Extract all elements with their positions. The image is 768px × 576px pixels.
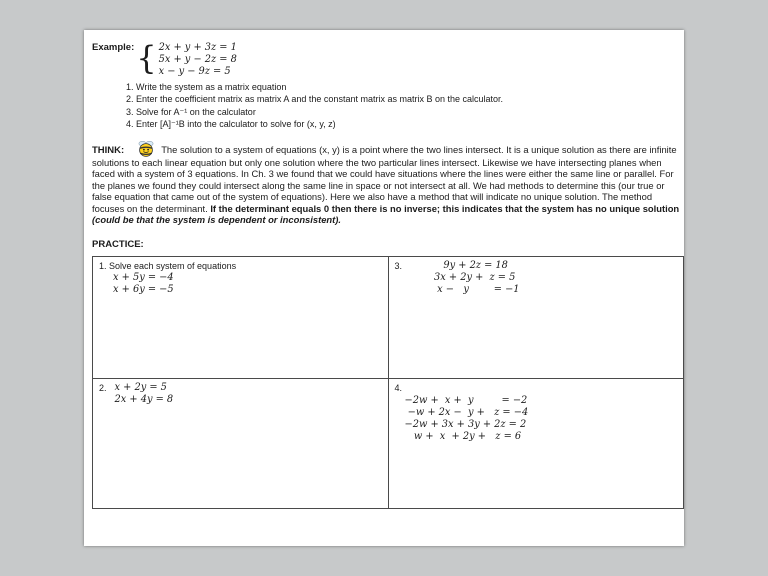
problem-3-block [395, 260, 678, 296]
equation: x + 5y = −4 [113, 271, 174, 283]
example-equation: 2x + y + 3z = 1 [158, 42, 237, 53]
problem-2-cell [93, 378, 389, 508]
example-block [92, 39, 676, 78]
equation: x − y = −1 [434, 283, 520, 295]
problem-2-block [99, 382, 382, 406]
think-paragraph [92, 140, 682, 226]
think-text: The solution to a system of equations (x, y) is a point where the two lines intersect. It is a unique solution as there are infinite solutions to each linear equation but only one solution where the two particular lines intersect. Likewise we have intersecting planes when faced with a system of 3 equations. In Ch. 3 we found that we could have situations where the lines were either the same line or parallel. For the planes we found they could intersect along the same line in space or not intersect at all. We had methods to determine this (our true or false equation that came out of the system of equations). Here we also have a method that will indicate no unique solution. The method focuses on the determinant. [92, 143, 677, 214]
problem-1-title: 1. Solve each system of equations [99, 260, 237, 271]
think-italic-text: (could be that the system is dependent or inconsistent). [92, 214, 341, 226]
example-system [159, 42, 237, 78]
problem-1-cell [93, 256, 389, 378]
bee-icon [136, 140, 156, 157]
problem-3-cell [388, 256, 684, 378]
problem-4-equations [405, 395, 678, 443]
step-item: 4. Enter [A]⁻¹B into the calculator to solve for (x, y, z) [136, 118, 676, 130]
equation: 2x + 4y = 8 [114, 393, 174, 405]
system-brace: { [136, 39, 157, 77]
equation: x + 6y = −5 [113, 283, 174, 295]
step-item: 1. Write the system as a matrix equation [136, 81, 676, 93]
example-label: Example: [92, 42, 135, 53]
example-equation: 5x + y − 2z = 8 [158, 54, 237, 65]
problem-2-equations [115, 382, 174, 406]
practice-table [92, 256, 684, 509]
worksheet-page [84, 30, 684, 546]
problem-4-cell [388, 378, 684, 508]
think-label: THINK: [92, 144, 125, 156]
step-item: 3. Solve for A⁻¹ on the calculator [136, 106, 676, 118]
equation: −2w + x + y = −2 [404, 395, 528, 407]
problem-2-number: 2. [99, 382, 107, 393]
equation: 9y + 2z = 18 [434, 259, 508, 271]
equation: x + 2y = 5 [114, 381, 167, 393]
think-bold-text: If the determinant equals 0 then there is no inverse; this indicates that the system has no unique solution [210, 202, 680, 214]
problem-1-equations [113, 272, 382, 296]
equation: −2w + 3x + 3y + 2z = 2 [404, 419, 527, 431]
practice-label: PRACTICE: [92, 238, 144, 250]
equation: 3x + 2y + z = 5 [434, 271, 516, 283]
equation: −w + 2x − y + z = −4 [404, 407, 529, 419]
problem-3-equations [434, 260, 520, 296]
problem-4-number: 4. [394, 382, 403, 393]
equation: w + x + 2y + z = 6 [404, 431, 522, 443]
example-steps-list [130, 81, 676, 131]
step-item: 2. Enter the coefficient matrix as matrix A and the constant matrix as matrix B on the calculator. [136, 93, 676, 105]
problem-3-number: 3. [394, 260, 403, 271]
example-equation: x − y − 9z = 5 [158, 66, 231, 77]
